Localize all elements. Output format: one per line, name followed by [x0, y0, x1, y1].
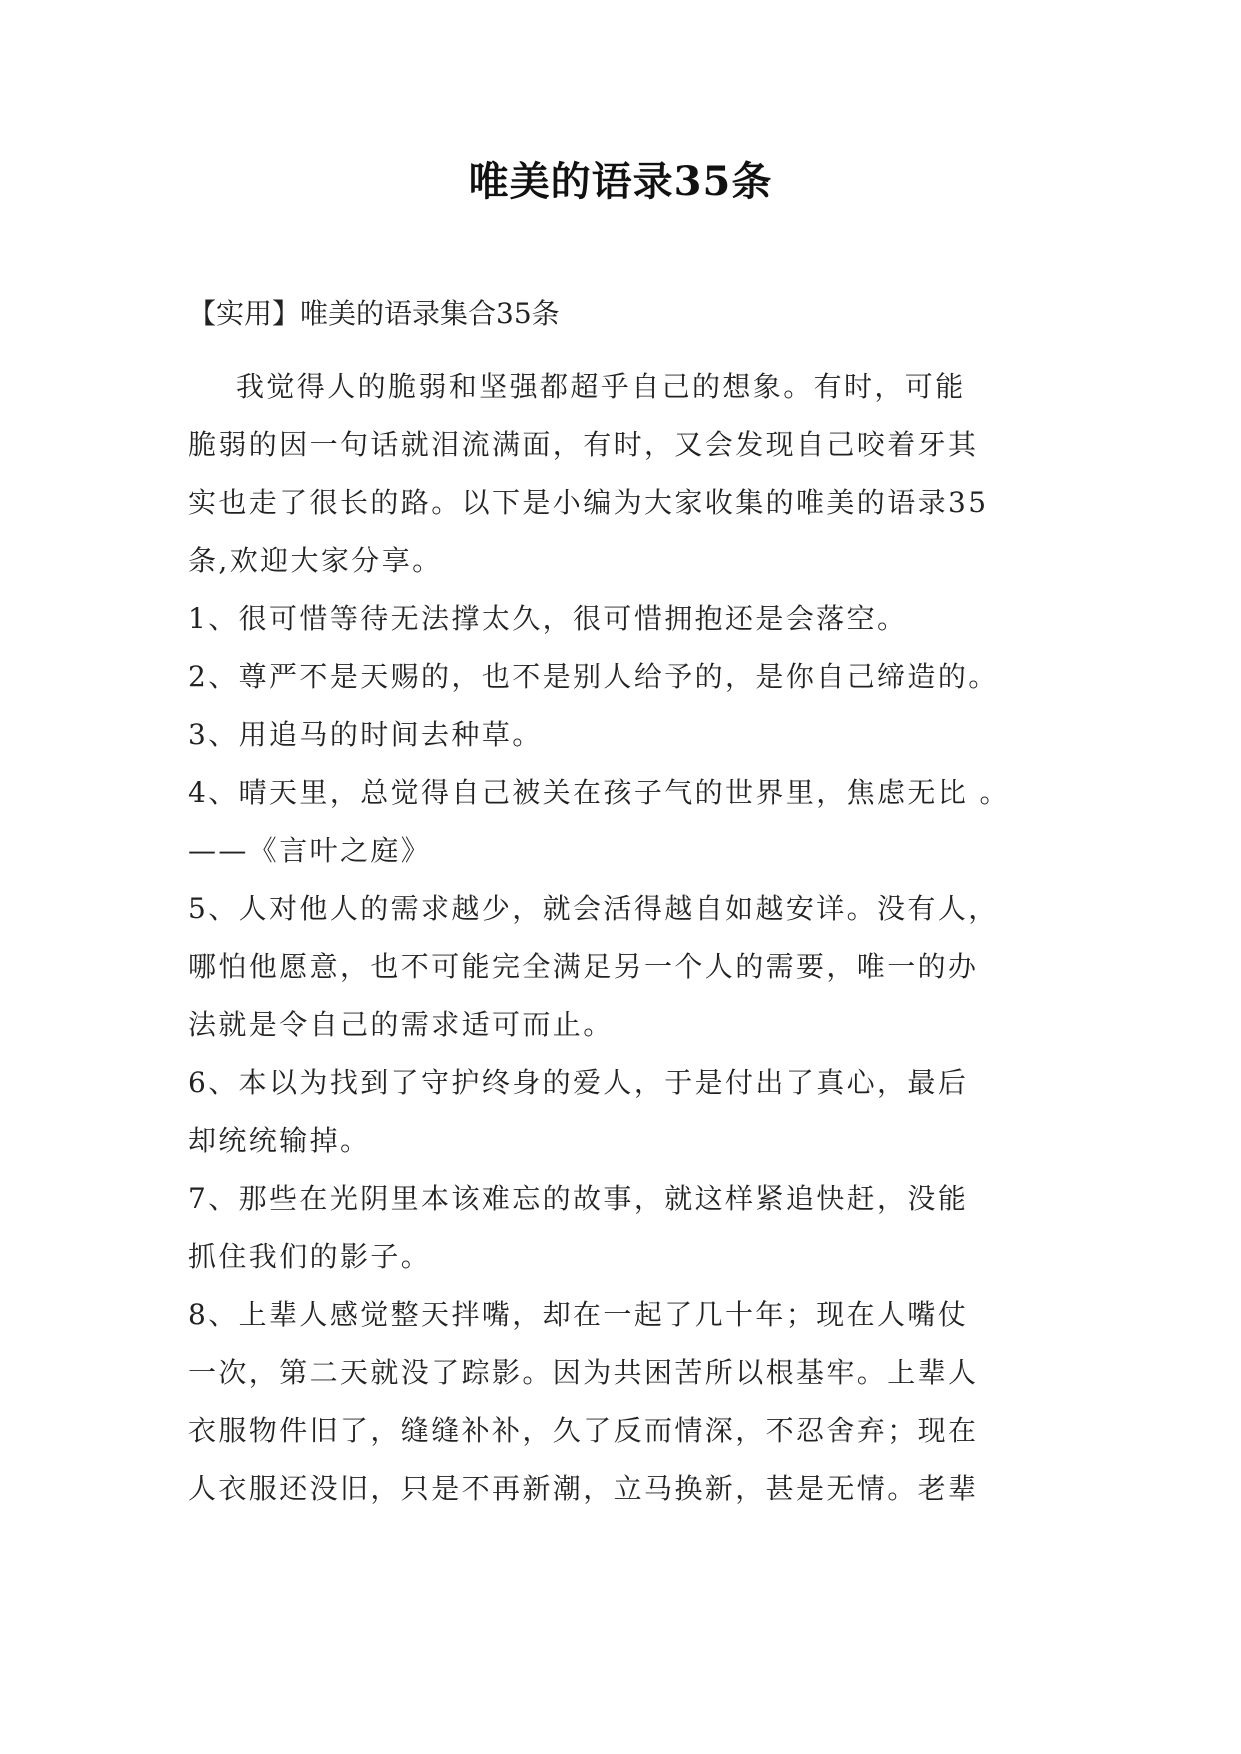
- page-title: 唯美的语录35条: [468, 158, 773, 205]
- list-item: 5、人对他人的需求越少，就会活得越自如越安详。没有人，: [188, 892, 999, 925]
- list-item: 7、那些在光阴里本该难忘的故事，就这样紧追快赶，没能: [188, 1182, 969, 1215]
- list-item: 2、尊严不是天赐的，也不是别人给予的，是你自己缔造的。: [188, 660, 999, 693]
- list-item: 3、用追马的时间去种草。: [188, 718, 543, 751]
- body-line: 哪怕他愿意，也不可能完全满足另一个人的需要，唯一的办: [188, 950, 979, 983]
- body-line: 实也走了很长的路。以下是小编为大家收集的唯美的语录35: [188, 486, 989, 519]
- body-line: 我觉得人的脆弱和坚强都超乎自己的想象。有时，可能: [236, 370, 966, 403]
- body-line: 却统统输掉。: [188, 1124, 371, 1157]
- quote-source: ——《言叶之庭》: [188, 834, 432, 867]
- list-item: 4、晴天里，总觉得自己被关在孩子气的世界里，焦虑无比 。: [188, 776, 1010, 809]
- body-line: 法就是令自己的需求适可而止。: [188, 1008, 614, 1041]
- body-line: 条,欢迎大家分享。: [188, 544, 443, 577]
- body-line: 衣服物件旧了，缝缝补补，久了反而情深，不忍舍弃；现在: [188, 1414, 979, 1447]
- body-line: 一次，第二天就没了踪影。因为共困苦所以根基牢。上辈人: [188, 1356, 979, 1389]
- list-item: 1、很可惜等待无法撑太久，很可惜拥抱还是会落空。: [188, 602, 908, 635]
- list-item: 6、本以为找到了守护终身的爱人，于是付出了真心，最后: [188, 1066, 969, 1099]
- body-line: 抓住我们的影子。: [188, 1240, 432, 1273]
- document-subtitle: 【实用】唯美的语录集合35条: [188, 297, 560, 330]
- body-line: 人衣服还没旧，只是不再新潮，立马换新，甚是无情。老辈: [188, 1472, 979, 1505]
- list-item: 8、上辈人感觉整天拌嘴，却在一起了几十年；现在人嘴仗: [188, 1298, 969, 1331]
- body-line: 脆弱的因一句话就泪流满面，有时，又会发现自己咬着牙其: [188, 428, 979, 461]
